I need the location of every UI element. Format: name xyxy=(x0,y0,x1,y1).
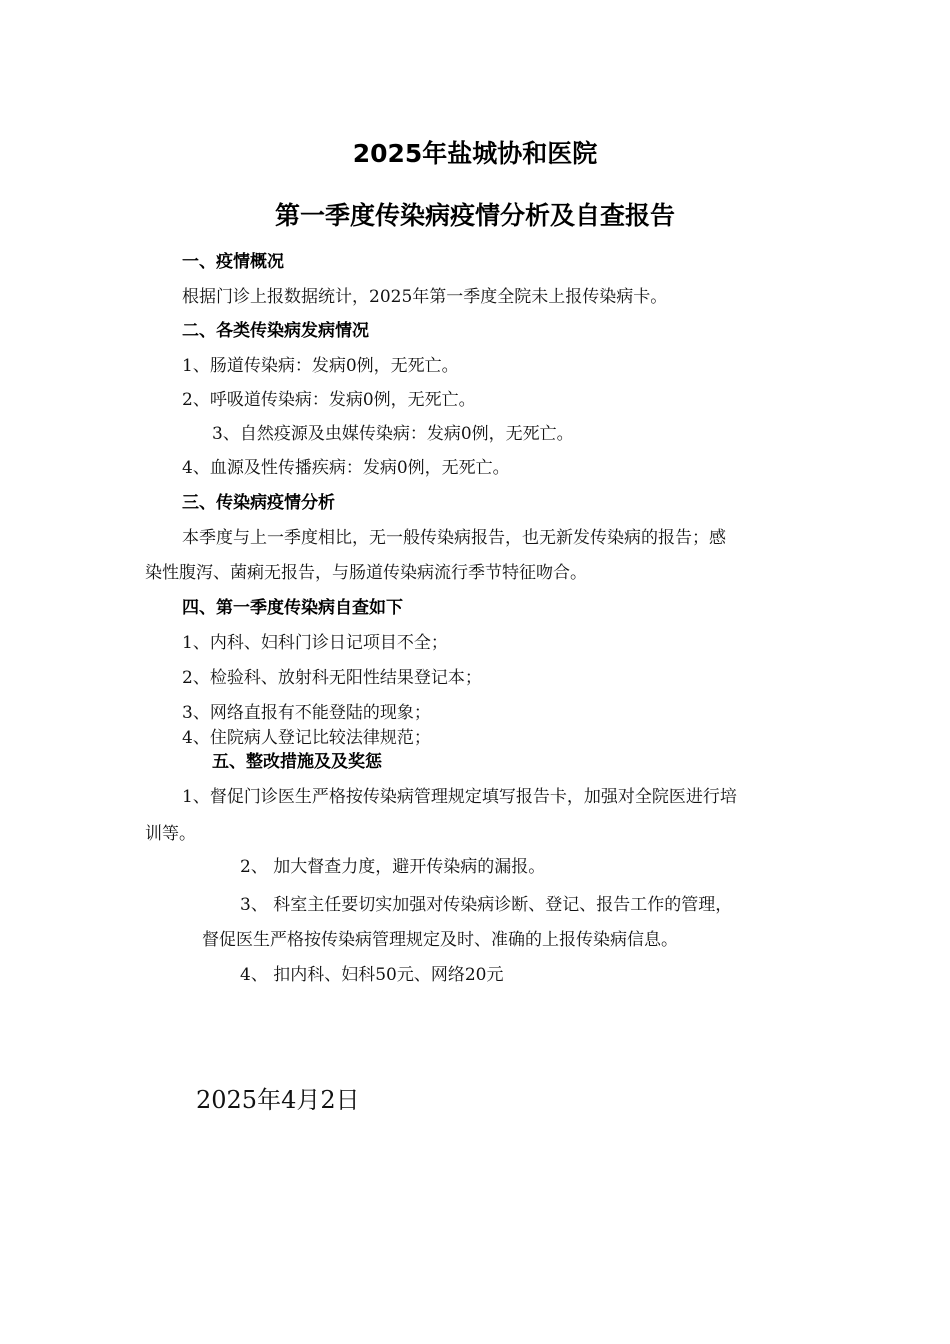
section-4-item: 3、网络直报有不能登陆的现象； xyxy=(182,703,431,723)
section-5-heading: 五、整改措施及及奖惩 xyxy=(212,752,382,772)
section-4-item: 2、检验科、放射科无阳性结果登记本； xyxy=(182,668,482,688)
section-4-item: 4、住院病人登记比较法律规范； xyxy=(182,728,431,748)
section-4-heading: 四、第一季度传染病自查如下 xyxy=(182,598,403,618)
section-1-heading: 一、疫情概况 xyxy=(182,252,284,272)
section-4-item: 1、内科、妇科门诊日记项目不全； xyxy=(182,633,448,653)
section-5-item-4: 4、 扣内科、妇科50元、网络20元 xyxy=(240,965,504,985)
section-2-heading: 二、各类传染病发病情况 xyxy=(182,321,369,341)
section-5-item-1-line-1: 1、督促门诊医生严格按传染病管理规定填写报告卡，加强对全院医进行培 xyxy=(182,787,737,807)
section-3-text-line-2: 染性腹泻、菌痢无报告，与肠道传染病流行季节特征吻合。 xyxy=(145,563,587,583)
section-3-heading: 三、传染病疫情分析 xyxy=(182,493,335,513)
section-3-text-line-1: 本季度与上一季度相比，无一般传染病报告，也无新发传染病的报告；感 xyxy=(182,528,726,548)
section-1-text: 根据门诊上报数据统计，2025年第一季度全院未上报传染病卡。 xyxy=(182,287,668,307)
report-date: 2025年4月2日 xyxy=(196,1086,360,1114)
section-5-item-3-line-1: 3、 科室主任要切实加强对传染病诊断、登记、报告工作的管理， xyxy=(240,895,733,915)
title-line-2: 第一季度传染病疫情分析及自查报告 xyxy=(274,201,675,230)
title-line-1: 2025年盐城协和医院 xyxy=(352,139,598,168)
section-2-item: 3、自然疫源及虫媒传染病：发病0例，无死亡。 xyxy=(212,424,574,444)
section-2-item: 1、肠道传染病：发病0例，无死亡。 xyxy=(182,356,459,376)
section-5-item-2: 2、 加大督查力度，避开传染病的漏报。 xyxy=(240,857,546,877)
section-5-item-1-line-2: 训等。 xyxy=(145,824,196,844)
section-2-item: 4、血源及性传播疾病：发病0例，无死亡。 xyxy=(182,458,510,478)
section-5-item-3-line-2: 督促医生严格按传染病管理规定及时、准确的上报传染病信息。 xyxy=(202,930,678,950)
section-2-item: 2、呼吸道传染病：发病0例，无死亡。 xyxy=(182,390,476,410)
